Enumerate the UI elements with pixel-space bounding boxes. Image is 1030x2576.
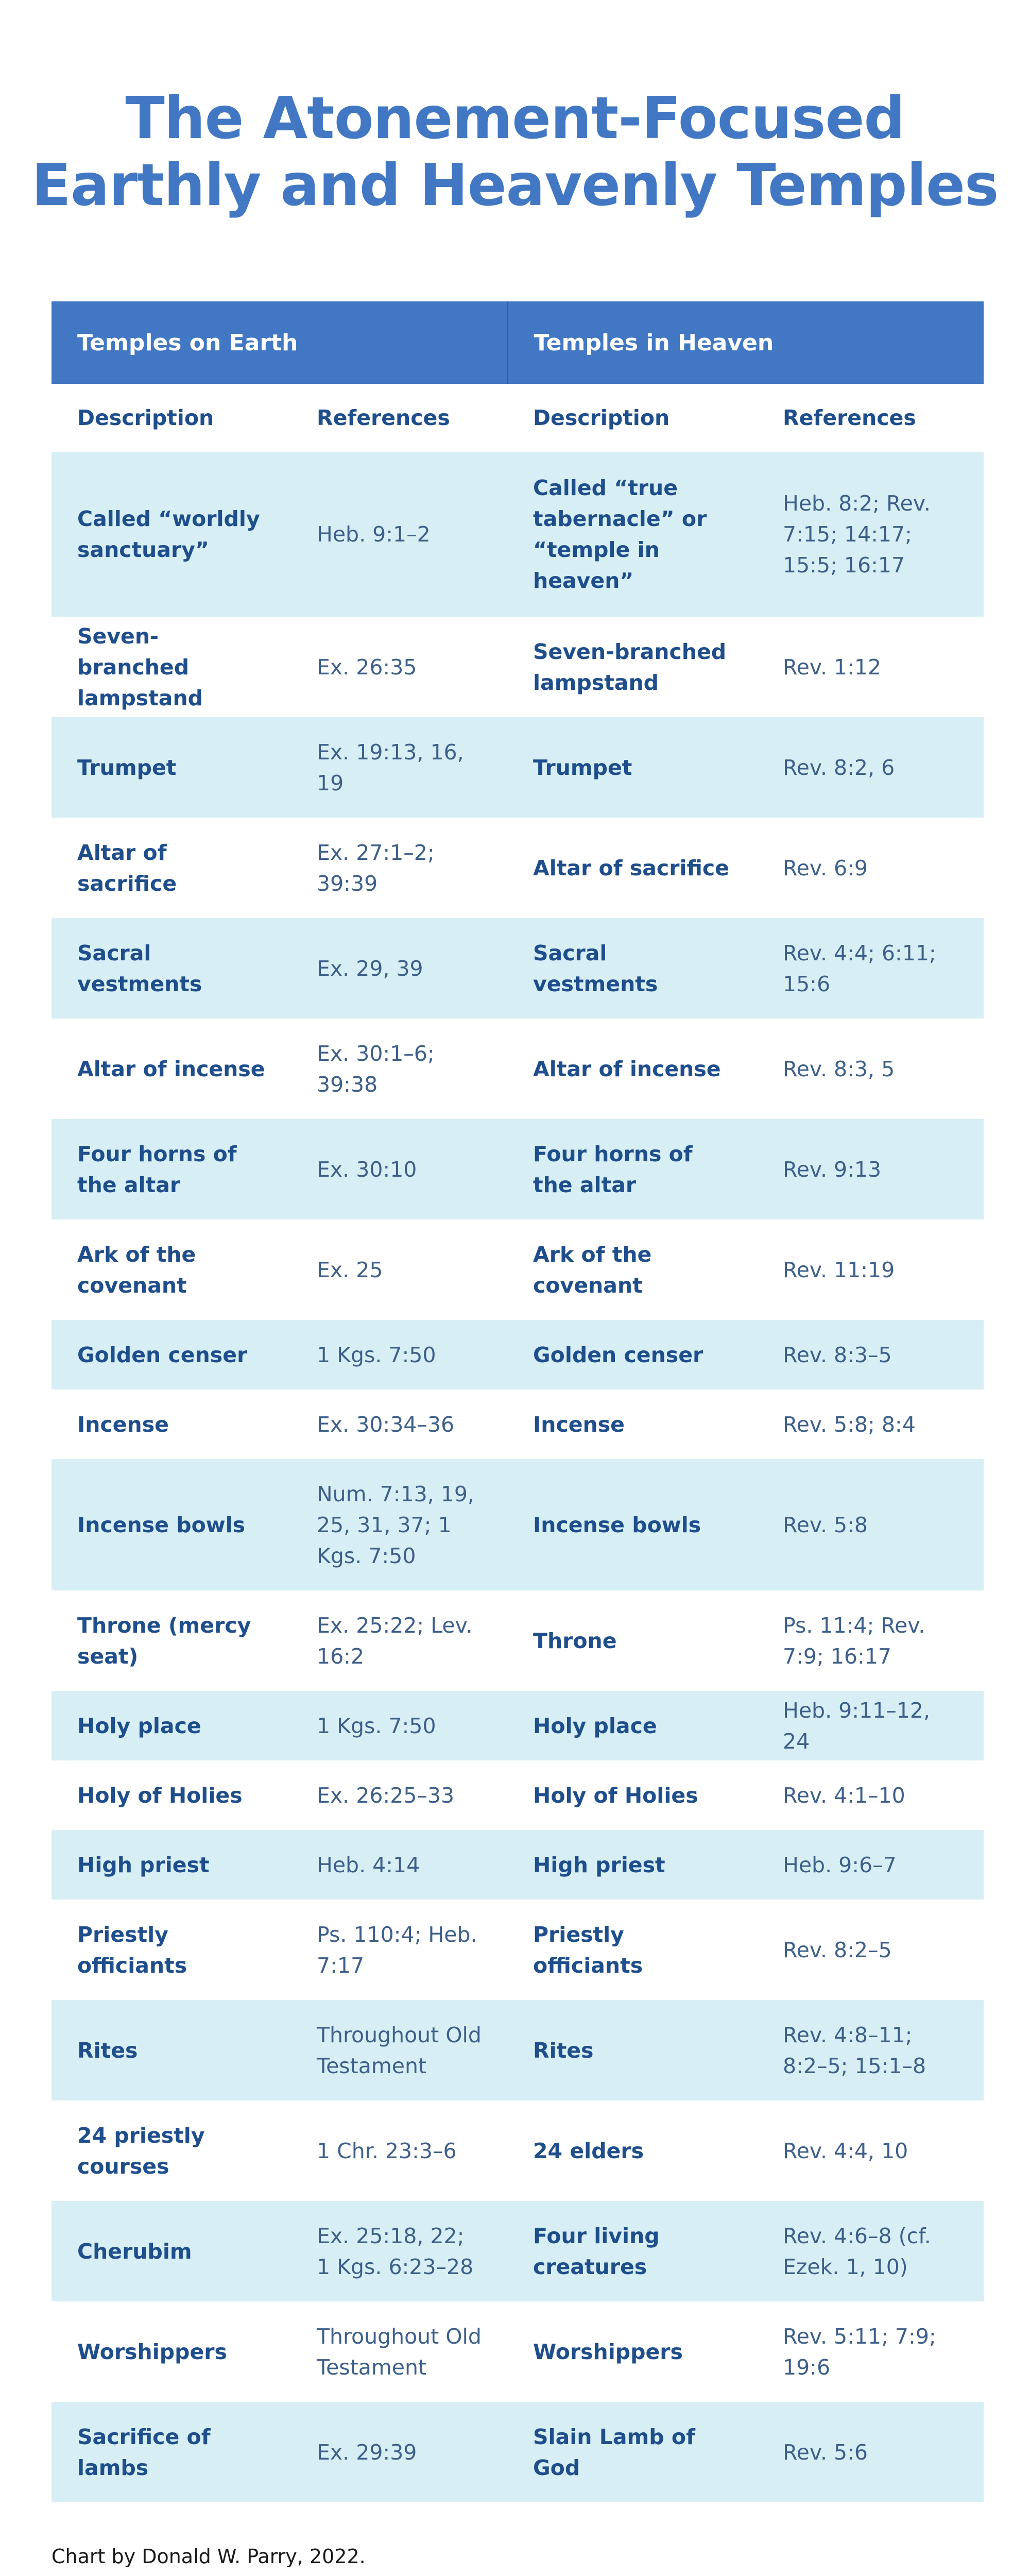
cell-heaven-references: Rev. 8:2, 6 [757,717,984,818]
cell-earth-references: Ex. 26:35 [291,617,507,717]
table-row [52,1590,984,1691]
cell-heaven-description: Altar of sacrifice [507,818,757,918]
cell-earth-references: Ex. 25:18, 22; 1 Kgs. 6:23–28 [291,2201,507,2301]
cell-heaven-references: Rev. 4:4, 10 [757,2100,984,2201]
cell-earth-references: Heb. 9:1–2 [291,452,507,617]
cell-earth-description: Rites [52,2000,291,2100]
table-row [52,1760,984,1830]
cell-heaven-references: Rev. 8:3–5 [757,1320,984,1389]
chart-credit: Chart by Donald W. Parry, 2022. [52,2545,366,2568]
cell-heaven-description: Seven-branched lampstand [507,617,757,717]
table-row [52,1389,984,1459]
cell-earth-references: 1 Chr. 23:3–6 [291,2100,507,2201]
comparison-table [52,301,984,2502]
cell-earth-description: Incense bowls [52,1459,291,1590]
title-line-1: The Atonement-Focused [125,85,905,152]
cell-heaven-references: Rev. 8:2–5 [757,1900,984,2000]
table-row [52,1019,984,1119]
cell-earth-description: Holy of Holies [52,1760,291,1830]
cell-heaven-description: Four horns of the altar [507,1119,757,1219]
cell-earth-references: Ex. 25:22; Lev. 16:2 [291,1590,507,1691]
cell-earth-references: Ex. 29, 39 [291,918,507,1019]
table-row [52,918,984,1019]
cell-heaven-description: Incense [507,1389,757,1459]
cell-heaven-description: Incense bowls [507,1459,757,1590]
header-temples-on-earth: Temples on Earth [52,301,507,384]
cell-heaven-references: Rev. 5:8; 8:4 [757,1389,984,1459]
cell-earth-references: Throughout Old Testament [291,2000,507,2100]
cell-earth-description: Trumpet [52,717,291,818]
cell-heaven-references: Heb. 8:2; Rev. 7:15; 14:17; 15:5; 16:17 [757,452,984,617]
cell-heaven-references: Heb. 9:11–12, 24 [757,1691,984,1760]
cell-earth-description: Cherubim [52,2201,291,2301]
table-row [52,1691,984,1760]
col-header-earth-description: Description [52,384,291,452]
cell-heaven-references: Rev. 5:8 [757,1459,984,1590]
cell-earth-references: Ex. 25 [291,1219,507,1320]
cell-heaven-references: Rev. 5:11; 7:9; 19:6 [757,2301,984,2402]
table-row [52,2402,984,2502]
cell-earth-description: Ark of the covenant [52,1219,291,1320]
cell-heaven-description: Throne [507,1590,757,1691]
cell-earth-description: High priest [52,1830,291,1900]
cell-earth-references: Ex. 30:1–6; 39:38 [291,1019,507,1119]
table-body [52,452,984,2502]
cell-heaven-references: Rev. 11:19 [757,1219,984,1320]
table-row [52,1830,984,1900]
cell-earth-references: Ex. 27:1–2; 39:39 [291,818,507,918]
table-row [52,1900,984,2000]
cell-heaven-references: Rev. 4:1–10 [757,1760,984,1830]
page-title [0,85,1030,219]
cell-earth-references: Num. 7:13, 19, 25, 31, 37; 1 Kgs. 7:50 [291,1459,507,1590]
table-row [52,452,984,617]
cell-earth-description: Holy place [52,1691,291,1760]
col-header-earth-references: References [291,384,507,452]
table-row [52,1459,984,1590]
cell-heaven-references: Rev. 1:12 [757,617,984,717]
table-row [52,1320,984,1389]
cell-earth-description: Priestly officiants [52,1900,291,2000]
title-line-2: Earthly and Heavenly Temples [31,152,999,219]
cell-heaven-references: Rev. 6:9 [757,818,984,918]
cell-earth-description: 24 priestly courses [52,2100,291,2201]
cell-earth-description: Called “worldly sanctuary” [52,452,291,617]
cell-earth-references: Throughout Old Testament [291,2301,507,2402]
cell-heaven-description: Rites [507,2000,757,2100]
cell-heaven-description: Ark of the covenant [507,1219,757,1320]
cell-heaven-description: Golden censer [507,1320,757,1389]
cell-heaven-references: Rev. 4:4; 6:11; 15:6 [757,918,984,1019]
cell-heaven-description: Priestly officiants [507,1900,757,2000]
cell-earth-description: Four horns of the altar [52,1119,291,1219]
cell-heaven-references: Rev. 5:6 [757,2402,984,2502]
cell-heaven-description: 24 elders [507,2100,757,2201]
cell-earth-references: Ex. 19:13, 16, 19 [291,717,507,818]
group-header-row [52,301,984,384]
table-row [52,1219,984,1320]
cell-earth-description: Incense [52,1389,291,1459]
cell-earth-description: Altar of sacrifice [52,818,291,918]
cell-heaven-references: Rev. 4:8–11; 8:2–5; 15:1–8 [757,2000,984,2100]
cell-heaven-description: High priest [507,1830,757,1900]
cell-earth-description: Golden censer [52,1320,291,1389]
cell-earth-references: Heb. 4:14 [291,1830,507,1900]
cell-earth-references: Ex. 30:34–36 [291,1389,507,1459]
col-header-heaven-description: Description [507,384,757,452]
cell-earth-description: Sacrifice of lambs [52,2402,291,2502]
cell-heaven-references: Rev. 9:13 [757,1119,984,1219]
cell-earth-references: Ex. 29:39 [291,2402,507,2502]
col-header-heaven-references: References [757,384,984,452]
table-row [52,2301,984,2402]
cell-heaven-references: Rev. 4:6–8 (cf. Ezek. 1, 10) [757,2201,984,2301]
table-row [52,1119,984,1219]
cell-heaven-description: Sacral vestments [507,918,757,1019]
table-row [52,717,984,818]
cell-earth-description: Sacral vestments [52,918,291,1019]
table-row [52,2000,984,2100]
cell-earth-references: 1 Kgs. 7:50 [291,1320,507,1389]
cell-earth-description: Seven-branched lampstand [52,617,291,717]
cell-heaven-description: Trumpet [507,717,757,818]
cell-heaven-description: Called “true tabernacle” or “temple in heaven” [507,452,757,617]
cell-heaven-description: Holy place [507,1691,757,1760]
cell-earth-description: Altar of incense [52,1019,291,1119]
cell-heaven-description: Holy of Holies [507,1760,757,1830]
table-row [52,2201,984,2301]
cell-earth-references: 1 Kgs. 7:50 [291,1691,507,1760]
cell-heaven-references: Ps. 11:4; Rev. 7:9; 16:17 [757,1590,984,1691]
table-row [52,818,984,918]
column-header-row [52,384,984,452]
table-row [52,2100,984,2201]
cell-heaven-description: Four living creatures [507,2201,757,2301]
cell-earth-description: Worshippers [52,2301,291,2402]
cell-earth-references: Ps. 110:4; Heb. 7:17 [291,1900,507,2000]
cell-earth-description: Throne (mercy seat) [52,1590,291,1691]
cell-heaven-description: Slain Lamb of God [507,2402,757,2502]
cell-heaven-references: Rev. 8:3, 5 [757,1019,984,1119]
cell-earth-references: Ex. 30:10 [291,1119,507,1219]
cell-heaven-references: Heb. 9:6–7 [757,1830,984,1900]
comparison-table-wrapper [52,301,984,2502]
cell-earth-references: Ex. 26:25–33 [291,1760,507,1830]
cell-heaven-description: Worshippers [507,2301,757,2402]
table-row [52,617,984,717]
cell-heaven-description: Altar of incense [507,1019,757,1119]
header-temples-in-heaven: Temples in Heaven [507,301,984,384]
